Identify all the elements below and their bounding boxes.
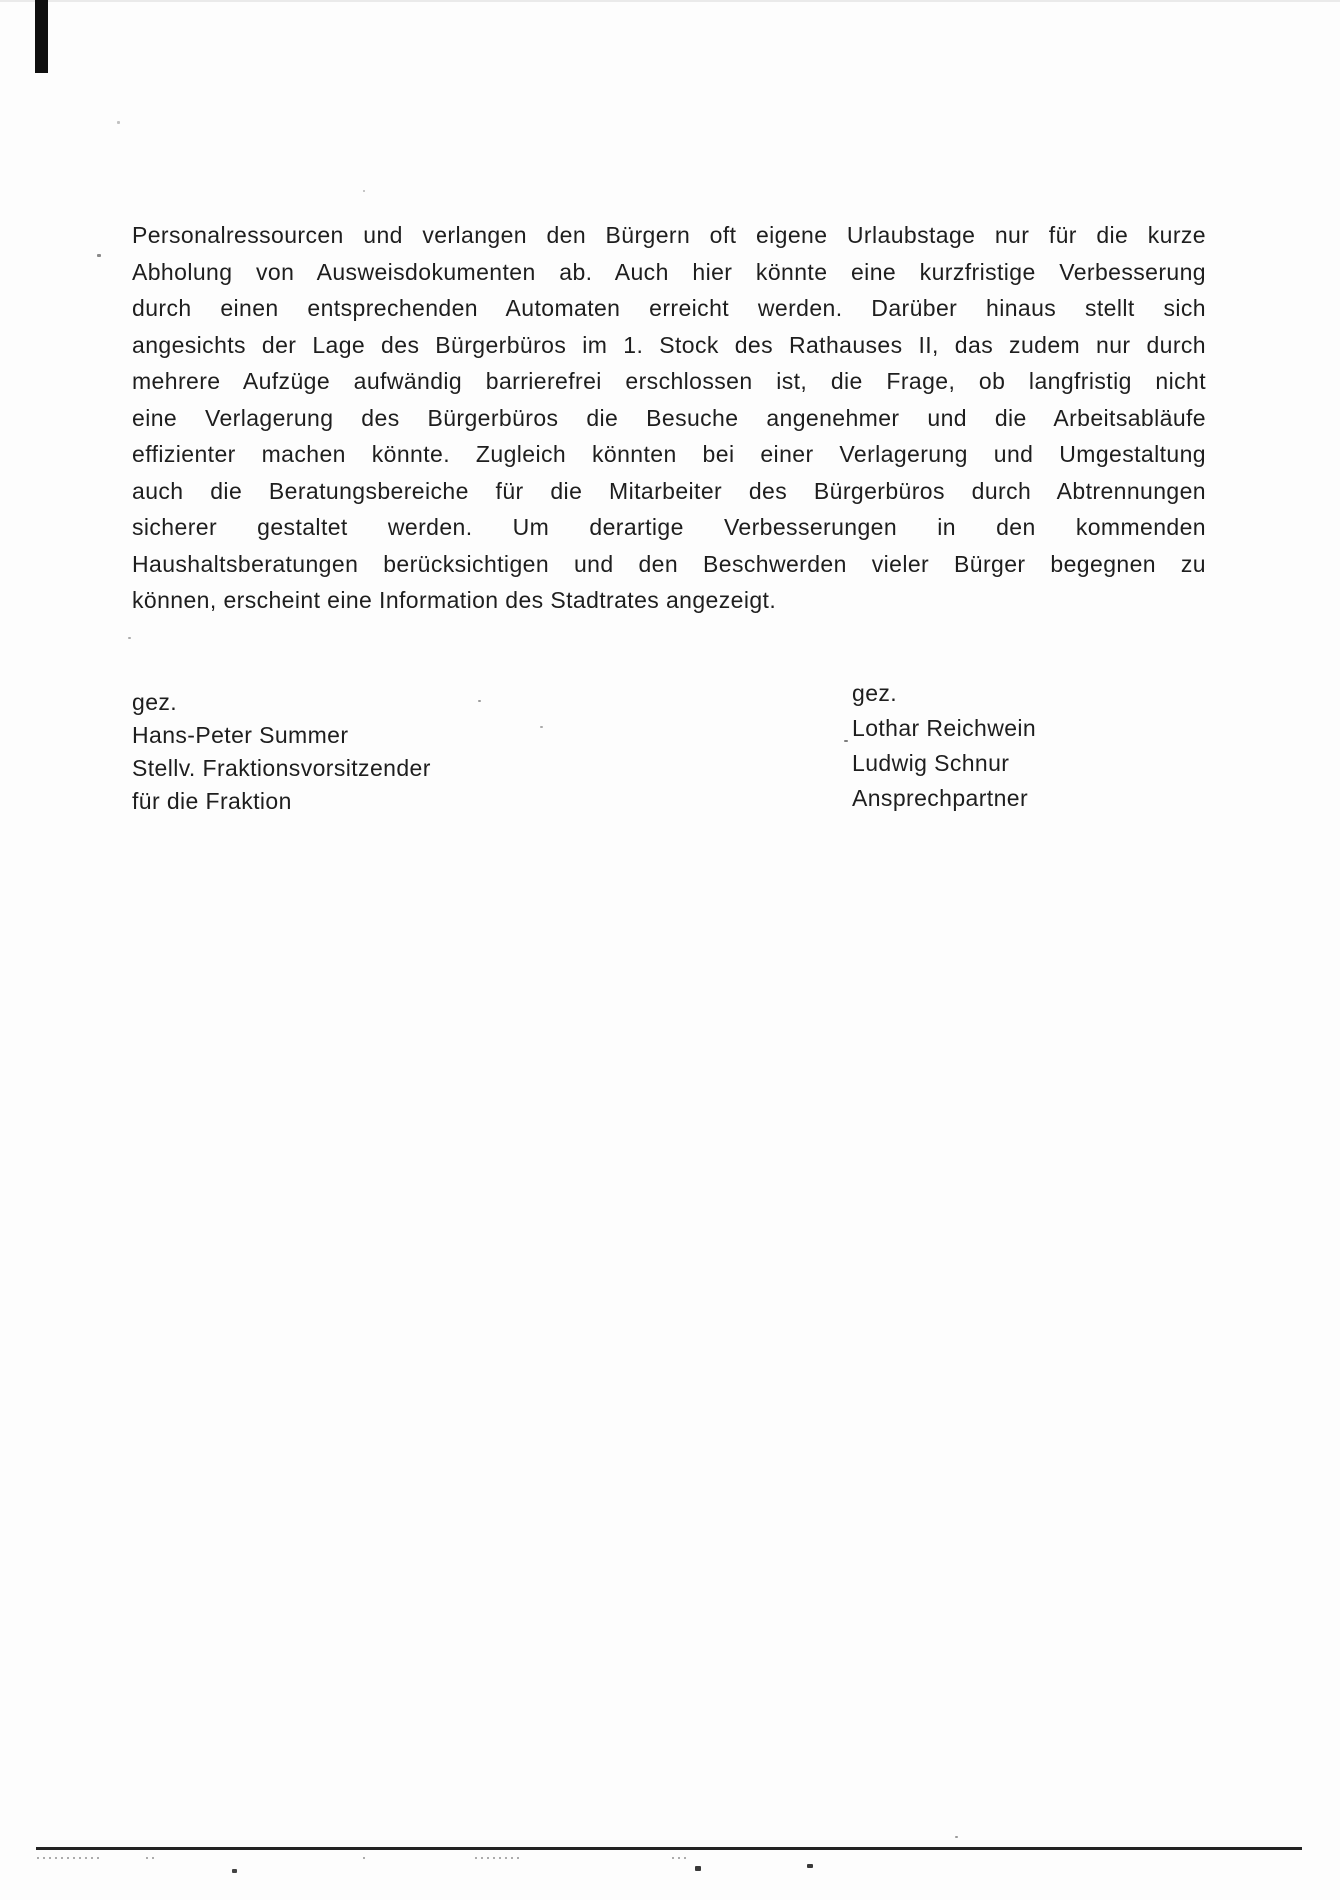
signoff-gez-left: gez. xyxy=(132,689,178,715)
signer-role-right: Ansprechpartner xyxy=(852,785,1029,811)
scan-dotted-artifact xyxy=(672,1857,688,1859)
scan-top-edge-line xyxy=(0,0,1340,2)
scan-speck xyxy=(955,1836,958,1838)
paragraph-line: effizienter machen könnte. Zugleich könnten bei einer Verlagerung und Umgestaltung xyxy=(132,441,1206,467)
main-paragraph xyxy=(132,217,1206,619)
scan-speck xyxy=(695,1866,701,1871)
paragraph-line: auch die Beratungsbereiche für die Mitarbeiter des Bürgerbüros durch Abtrennungen xyxy=(132,477,1206,504)
scan-speck xyxy=(540,726,543,728)
scan-speck xyxy=(128,637,131,639)
scan-dotted-artifact xyxy=(146,1857,156,1859)
scan-corner-black-bar xyxy=(35,0,48,73)
paragraph-line: Abholung von Ausweisdokumenten ab. Auch hier könnte eine kurzfristige Verbesserung xyxy=(132,258,1206,285)
scan-speck xyxy=(844,740,848,742)
paragraph-line: eine Verlagerung des Bürgerbüros die Besuche angenehmer und die Arbeitsabläufe xyxy=(132,404,1206,431)
scan-speck xyxy=(97,254,101,257)
signer-name-right-1: Lothar Reichwein xyxy=(852,715,1037,741)
paragraph-line: können, erscheint eine Information des Stadtrates angezeigt. xyxy=(132,587,777,613)
signature-block-right xyxy=(852,676,1036,816)
scan-dotted-artifact xyxy=(363,1857,368,1859)
signature-block-left xyxy=(132,686,431,818)
scan-dotted-artifact xyxy=(475,1857,521,1859)
paragraph-line: Personalressourcen und verlangen den Bürgern oft eigene Urlaubstage nur für die kurze xyxy=(132,222,1206,248)
signer-name-right-2: Ludwig Schnur xyxy=(852,750,1010,776)
scan-speck xyxy=(117,121,120,124)
paragraph-line: angesichts der Lage des Bürgerbüros im 1. Stock des Rathauses II, das zudem nur durch xyxy=(132,331,1206,358)
paragraph-line: mehrere Aufzüge aufwändig barrierefrei erschlossen ist, die Frage, ob langfristig nicht xyxy=(132,368,1206,394)
paragraph-line: sicherer gestaltet werden. Um derartige Verbesserungen in den kommenden xyxy=(132,514,1206,540)
scan-speck xyxy=(363,190,365,192)
signoff-gez-right: gez. xyxy=(852,680,898,706)
paragraph-line: Haushaltsberatungen berücksichtigen und den Beschwerden vieler Bürger begegnen zu xyxy=(132,550,1206,577)
paragraph-line: durch einen entsprechenden Automaten erreicht werden. Darüber hinaus stellt sich xyxy=(132,295,1206,321)
signer-note-left: für die Fraktion xyxy=(132,788,292,814)
scan-speck xyxy=(478,700,481,702)
scan-speck xyxy=(232,1869,237,1873)
signer-role-left: Stellv. Fraktionsvorsitzender xyxy=(132,755,431,781)
scan-speck xyxy=(807,1864,813,1868)
signer-name-left: Hans-Peter Summer xyxy=(132,722,349,748)
scan-dotted-artifact xyxy=(37,1857,101,1859)
scan-bottom-line xyxy=(36,1847,1302,1850)
